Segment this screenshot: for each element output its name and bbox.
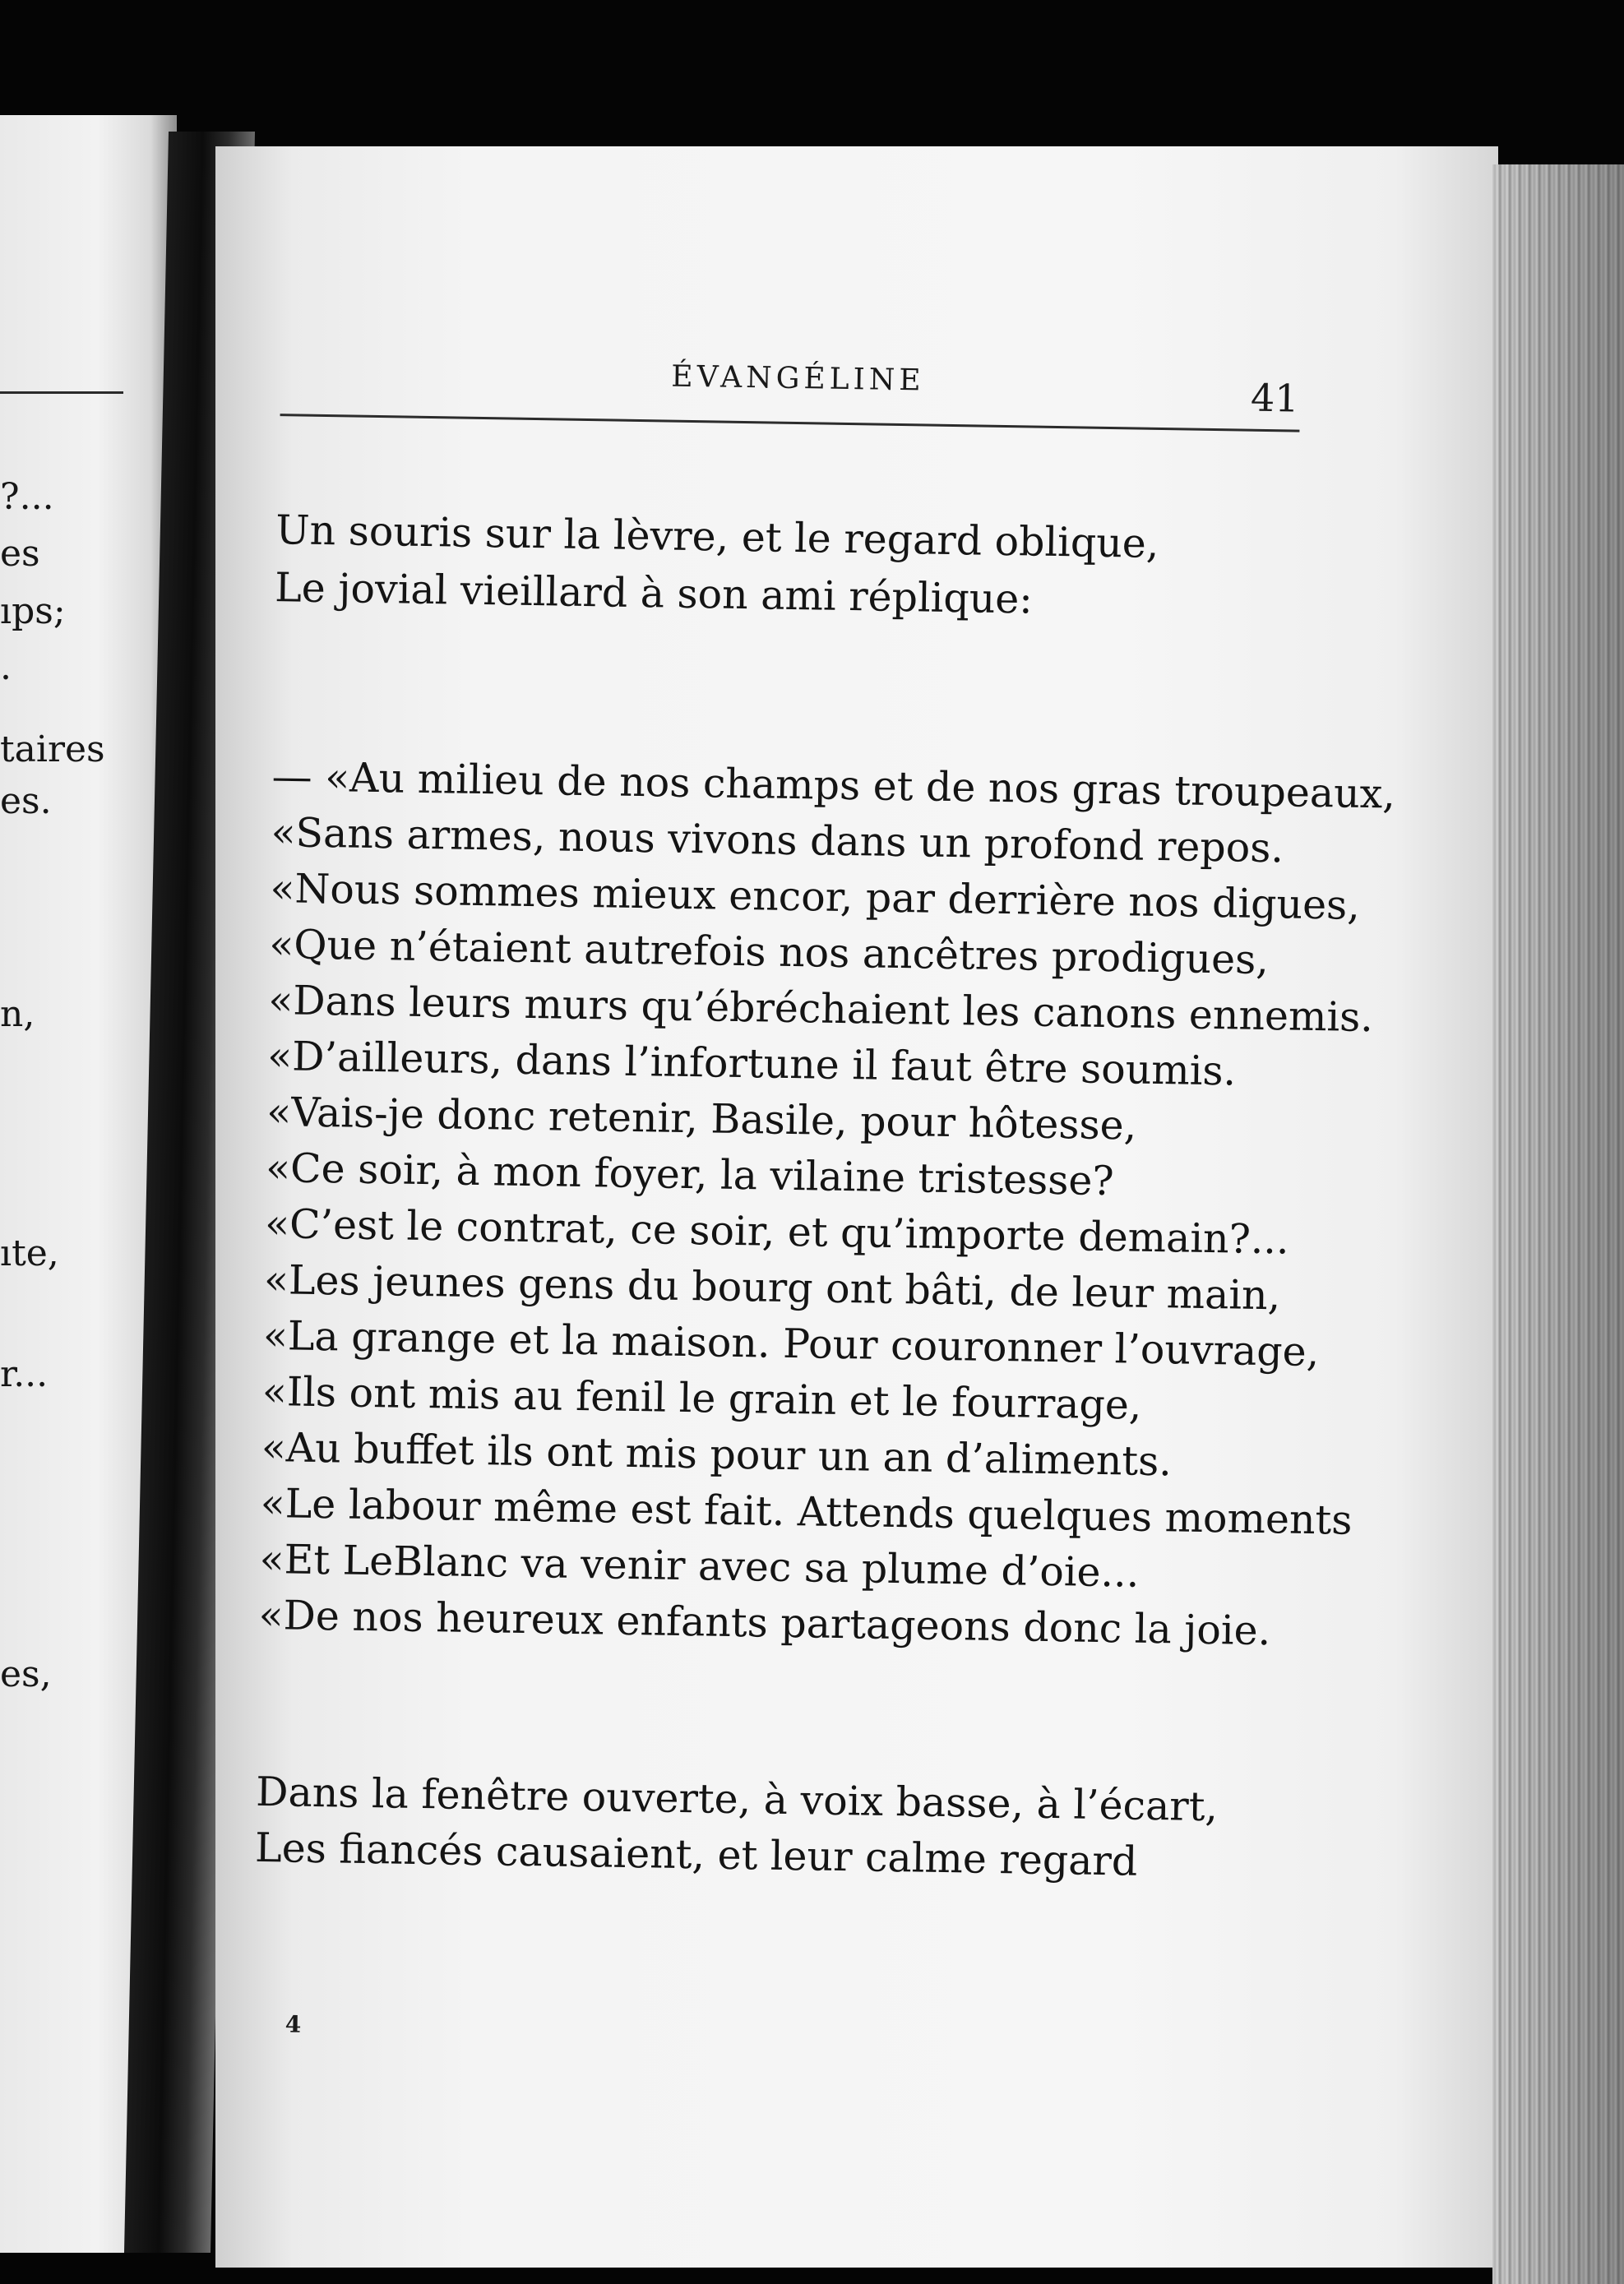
left-page-line-fragment: n, bbox=[0, 993, 35, 1035]
verse-line: «Vais-je donc retenir, Basile, pour hôtesse, bbox=[266, 1088, 1137, 1149]
left-page-line-fragment: es bbox=[0, 533, 40, 575]
verse-line: Le jovial vieillard à son ami réplique: bbox=[274, 564, 1034, 623]
verse-line: «Ils ont mis au fenil le grain et le fourrage, bbox=[261, 1367, 1142, 1429]
verse-line: Un souris sur la lèvre, et le regard oblique, bbox=[275, 506, 1159, 567]
verse-line: «Dans leurs murs qu’ébréchaient les canons ennemis. bbox=[267, 977, 1374, 1042]
verse-line: «Le labour même est fait. Attends quelques moments bbox=[260, 1479, 1353, 1544]
verse-line: Dans la fenêtre ouverte, à voix basse, à l’écart, bbox=[255, 1768, 1219, 1831]
verse-line: «D’ailleurs, dans l’infortune il faut être soumis. bbox=[266, 1033, 1237, 1095]
verse-line: «Les jeunes gens du bourg ont bâti, de leur main, bbox=[263, 1255, 1281, 1320]
page-number: 41 bbox=[1250, 375, 1299, 421]
verse-line: «Nous sommes mieux encor, par derrière nos digues, bbox=[270, 865, 1361, 929]
left-page-line-fragment: taires bbox=[0, 728, 105, 770]
verse-line: «Sans armes, nous vivons dans un profond repos. bbox=[271, 809, 1284, 872]
verse-line: «Ce soir, à mon foyer, la vilaine tristesse? bbox=[265, 1144, 1115, 1205]
verse-line: «De nos heureux enfants partageons donc la joie. bbox=[258, 1591, 1271, 1655]
printer-signature-mark: 4 bbox=[285, 2010, 302, 2038]
left-page-line-fragment: es. bbox=[0, 780, 52, 822]
left-page-line-fragment: ?... bbox=[0, 476, 54, 518]
left-page-line-fragment: ıps; bbox=[0, 590, 66, 632]
left-page-line-fragment: r... bbox=[0, 1353, 49, 1395]
verse-line: «Et LeBlanc va venir avec sa plume d’oie... bbox=[259, 1535, 1140, 1597]
verse-line: — «Au milieu de nos champs et de nos gras troupeaux, bbox=[271, 753, 1396, 818]
verse-line: «Que n’étaient autrefois nos ancêtres prodigues, bbox=[268, 921, 1270, 984]
left-page-line-fragment: es, bbox=[0, 1653, 52, 1695]
verse-line: «Au buffet ils ont mis pour un an d’aliments. bbox=[261, 1423, 1173, 1486]
left-page-line-fragment: ıte, bbox=[0, 1232, 59, 1274]
verse-line: «La grange et la maison. Pour couronner l’ouvrage, bbox=[262, 1311, 1320, 1376]
header-rule bbox=[280, 414, 1300, 432]
running-title: ÉVANGÉLINE bbox=[671, 359, 925, 398]
verse-line: «C’est le contrat, ce soir, et qu’importe demain?... bbox=[264, 1200, 1290, 1264]
verse-line: Les fiancés causaient, et leur calme regard bbox=[254, 1824, 1138, 1885]
left-page-line-fragment: . bbox=[0, 646, 12, 688]
